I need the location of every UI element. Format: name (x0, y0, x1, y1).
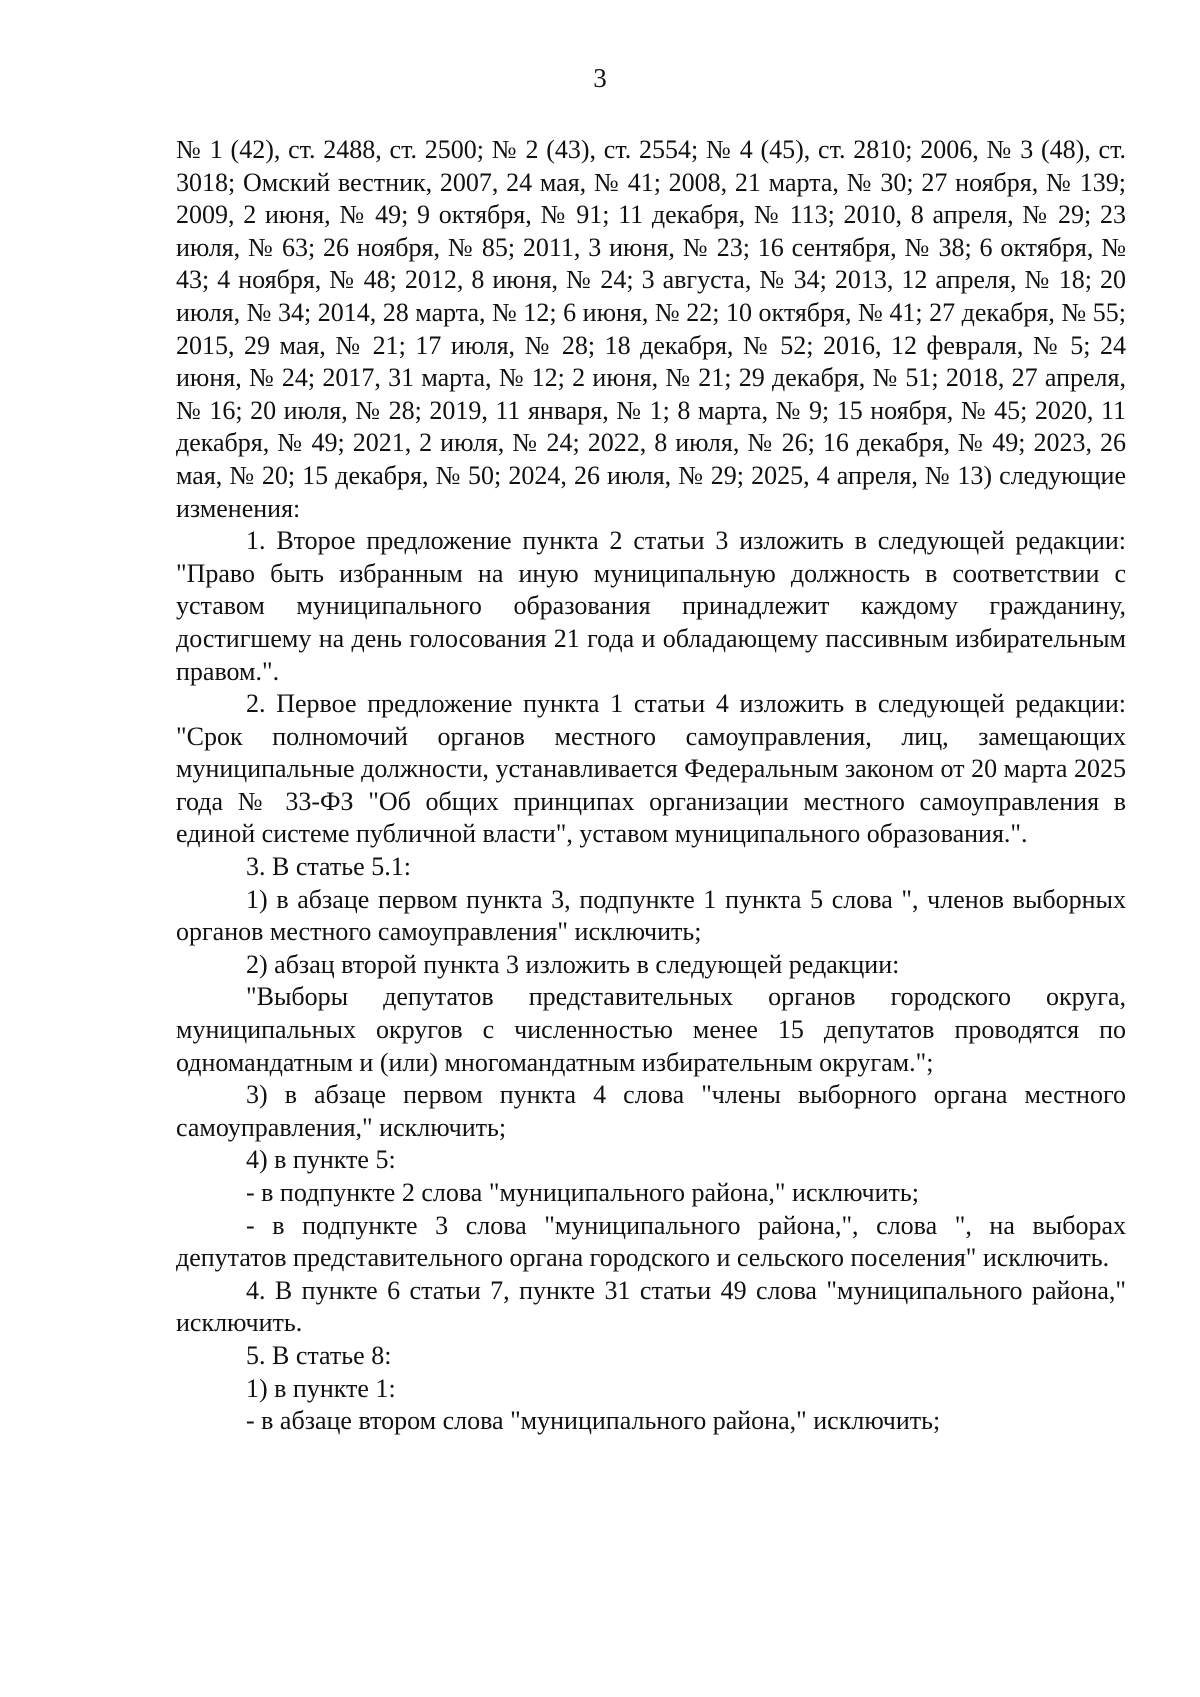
paragraph-amendment-5-item-1: 1) в пункте 1: (246, 1373, 396, 1403)
paragraph-amendment-3-item-4-sub-2: - в подпункте 3 слова "муниципального района,", слова ", на выборах депутатов представительного органа городского и сельского поселения" исключить. (176, 1210, 1126, 1273)
paragraph-amendment-3-item-2: 2) абзац второй пункта 3 изложить в следующей редакции: (246, 949, 900, 979)
paragraph-amendment-4: 4. В пункте 6 статьи 7, пункте 31 статьи 49 слова "муниципального района," исключить. (176, 1275, 1126, 1338)
paragraph-amendment-2: 2. Первое предложение пункта 1 статьи 4 изложить в следующей редакции: "Срок полномочий органов местного самоуправления, лиц, замещающих муниципальные должности, устанавливается Федеральным законом от 20 марта 2025 года № 33-ФЗ "Об общих принципах организации местного самоуправления в единой системе публичной власти", уставом муниципального образования.". (176, 689, 1126, 849)
paragraph-amendment-3: 3. В статье 5.1: (246, 852, 411, 882)
paragraph-amendment-3-item-4: 4) в пункте 5: (246, 1145, 396, 1175)
paragraph-amendment-5: 5. В статье 8: (246, 1340, 392, 1370)
document-body (176, 134, 1126, 1438)
paragraph-amendment-1: 1. Второе предложение пункта 2 статьи 3 изложить в следующей редакции: "Право быть избранным на иную муниципальную должность в соответствии с уставом муниципального образования принадлежит каждому гражданину, достигшему на день голосования 21 года и обладающему пассивным избирательным правом.". (176, 526, 1126, 686)
paragraph-amendment-3-item-3: 3) в абзаце первом пункта 4 слова "члены выборного органа местного самоуправления," исключить; (176, 1080, 1126, 1142)
paragraph-amendment-3-item-2-quote: "Выборы депутатов представительных органов городского округа, муниципальных округов с численностью менее 15 депутатов проводятся по одномандатным и (или) многомандатным избирательным округам."; (176, 982, 1126, 1077)
paragraph-amendment-3-item-1: 1) в абзаце первом пункта 3, подпункте 1 пункта 5 слова ", членов выборных органов местного самоуправления" исключить; (176, 884, 1126, 947)
paragraph-publication-list: № 1 (42), ст. 2488, ст. 2500; № 2 (43), ст. 2554; № 4 (45), ст. 2810; 2006, № 3 (48), ст. 3018; Омский вестник, 2007, 24 мая, № 41; 2008, 21 марта, № 30; 27 ноября, № 139; 2009, 2 июня, № 49; 9 октября, № 91; 11 декабря, № 113; 2010, 8 апреля, № 29; 23 июля, № 63; 26 ноября, № 85; 2011, 3 июня, № 23; 16 сентября, № 38; 6 октября, № 43; 4 ноября, № 48; 2012, 8 июня, № 24; 3 августа, № 34; 2013, 12 апреля, № 18; 20 июля, № 34; 2014, 28 марта, № 12; 6 июня, № 22; 10 октября, № 41; 27 декабря, № 55; 2015, 29 мая, № 21; 17 июля, № 28; 18 декабря, № 52; 2016, 12 февраля, № 5; 24 июня, № 24; 2017, 31 марта, № 12; 2 июня, № 21; 29 декабря, № 51; 2018, 27 апреля, № 16; 20 июля, № 28; 2019, 11 января, № 1; 8 марта, № 9; 15 ноября, № 45; 2020, 11 декабря, № 49; 2021, 2 июля, № 24; 2022, 8 июля, № 26; 16 декабря, № 49; 2023, 26 мая, № 20; 15 декабря, № 50; 2024, 26 июля, № 29; 2025, 4 апреля, № 13) следующие изменения: (176, 135, 1126, 523)
page-number: 3 (593, 63, 607, 93)
paragraph-amendment-5-item-1-sub-1: - в абзаце втором слова "муниципального района," исключить; (246, 1406, 941, 1436)
paragraph-amendment-3-item-4-sub-1: - в подпункте 2 слова "муниципального района," исключить; (246, 1178, 919, 1207)
